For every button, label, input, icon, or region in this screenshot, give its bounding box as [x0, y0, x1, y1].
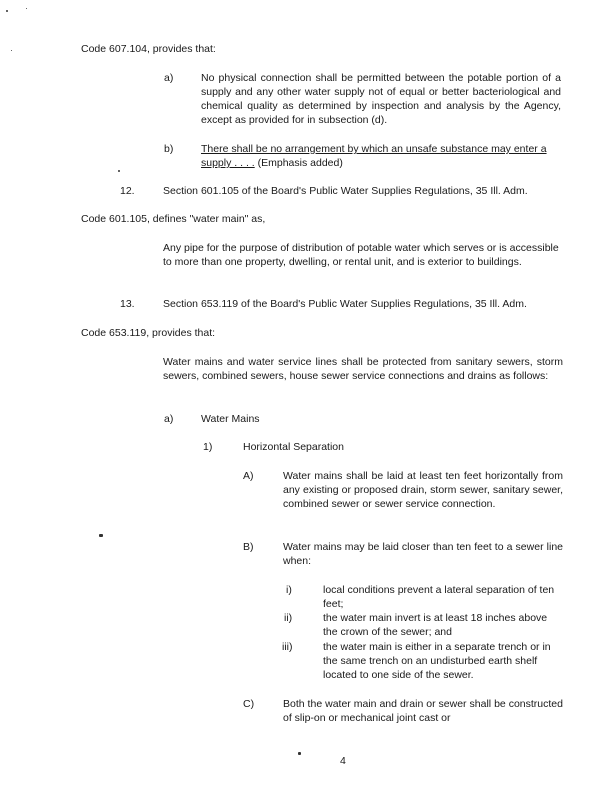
item-13-heading: Section 653.119 of the Board's Public Water Supplies Regulations, 35 Ill. Adm.	[163, 298, 527, 310]
water-main-definition: Any pipe for the purpose of distribution of potable water which serves or is accessible to more than one property, dwelling, or rental unit, and is exterior to buildings.	[163, 242, 559, 268]
item-12-number: 12.	[120, 185, 135, 197]
sub-A-label: A)	[243, 470, 254, 482]
para-b-suffix: (Emphasis added)	[254, 157, 343, 169]
para-b-text	[201, 142, 561, 170]
para-a-text: No physical connection shall be permitted between the potable portion of a supply and any other water supply not of equal or better bacteriological and chemical quality as determined by inspection and analysis by the Agency, except as provided for in subsection (d).	[201, 72, 561, 126]
sub-C-text: Both the water main and drain or sewer shall be constructed of slip-on or mechanical joint cast or	[283, 698, 563, 724]
scan-speck	[11, 50, 12, 51]
sub-A-text: Water mains shall be laid at least ten feet horizontally from any existing or proposed drain, storm sewer, sanitary sewer, combined sewer or sewer service connection.	[283, 470, 563, 510]
sub-B-label: B)	[243, 541, 254, 553]
para-b-label: b)	[164, 143, 174, 155]
item-12-heading: Section 601.105 of the Board's Public Water Supplies Regulations, 35 Ill. Adm.	[163, 185, 528, 197]
scan-speck	[6, 10, 8, 12]
item-13-number: 13.	[120, 298, 135, 310]
sub-1-text: Horizontal Separation	[243, 441, 344, 453]
sub-a-label: a)	[164, 413, 174, 425]
sub-ii-text: the water main invert is at least 18 inches above the crown of the sewer; and	[323, 612, 548, 638]
sub-i-label: i)	[286, 584, 292, 596]
scan-speck	[26, 8, 27, 9]
scan-speck	[298, 752, 301, 755]
sub-iii-text: the water main is either in a separate trench or in the same trench on an undisturbed earth shelf located to one side of the sewer.	[323, 641, 551, 681]
sub-C-label: C)	[243, 698, 255, 710]
para-b-underlined: There shall be no arrangement by which an unsafe substance may enter a supply . . . .	[201, 143, 547, 169]
item-12-continuation: Code 601.105, defines "water main" as,	[81, 213, 266, 225]
sub-1-label: 1)	[203, 441, 213, 453]
sub-ii-label: ii)	[284, 612, 293, 624]
scan-speck	[118, 170, 120, 172]
sub-B-text: Water mains may be laid closer than ten feet to a sewer line when:	[283, 541, 563, 567]
sub-i-text: local conditions prevent a lateral separation of ten feet;	[323, 584, 555, 610]
intro-code-607-104: Code 607.104, provides that:	[81, 43, 216, 55]
scan-speck	[99, 534, 103, 537]
sub-a-text: Water Mains	[201, 413, 260, 425]
page-number: 4	[340, 755, 346, 767]
sub-iii-label: iii)	[282, 641, 293, 653]
para-a-label: a)	[164, 72, 174, 84]
separation-intro: Water mains and water service lines shall be protected from sanitary sewers, storm sewers, combined sewers, house sewer service connections and drains as follows:	[163, 356, 563, 382]
item-13-continuation: Code 653.119, provides that:	[81, 327, 216, 339]
